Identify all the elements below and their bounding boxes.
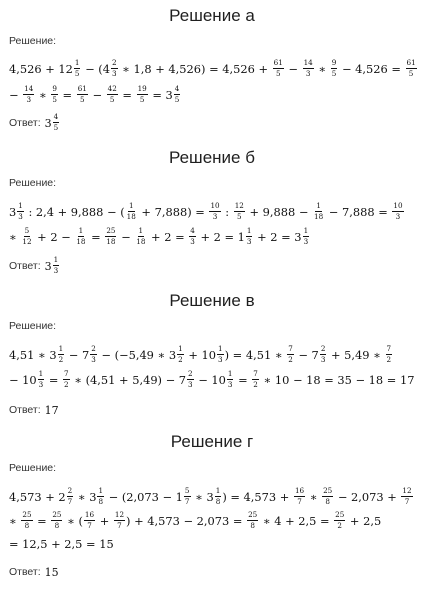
fraction-numerator: 1: [138, 226, 144, 236]
fraction: [77, 85, 88, 102]
fraction-numerator: 25: [248, 510, 258, 520]
math-text: =: [58, 88, 76, 102]
math-text: 15: [44, 565, 59, 579]
fraction-denominator: 7: [297, 496, 302, 506]
math-line-g-2: [9, 510, 415, 532]
fraction-numerator: 4: [190, 226, 195, 236]
math-text: −: [284, 62, 302, 76]
fraction-denominator: 5: [236, 211, 242, 221]
answer-g: [9, 562, 59, 582]
fraction: [234, 202, 245, 219]
fraction-denominator: 5: [275, 68, 281, 78]
fraction-numerator: 61: [77, 84, 87, 94]
fraction: [137, 85, 148, 102]
fraction: [111, 59, 118, 76]
section-heading-g: Решение г: [170, 432, 254, 451]
fraction: [105, 227, 116, 244]
math-line-g-3: [9, 533, 415, 555]
math-text: + 2 = 1: [196, 230, 245, 244]
fraction-numerator: 61: [273, 58, 283, 68]
fraction-numerator: 42: [107, 84, 117, 94]
math-text: ∗: [9, 230, 21, 244]
math-text: − 7: [65, 348, 90, 362]
fraction-numerator: 7: [288, 344, 293, 354]
fraction: [38, 370, 45, 387]
fraction: [17, 202, 24, 219]
math-text: =: [33, 514, 51, 528]
section-heading-b: Решение б: [169, 148, 255, 167]
fraction: [303, 227, 310, 244]
fraction-numerator: 1: [316, 201, 321, 211]
fraction-denominator: 3: [91, 354, 96, 364]
math-text: =: [234, 373, 252, 387]
fraction-numerator: 14: [24, 84, 34, 94]
fraction-denominator: 18: [314, 211, 324, 221]
fraction: [53, 113, 60, 130]
math-text: 3: [9, 205, 17, 219]
fraction: [227, 370, 234, 387]
math-text: − 10: [9, 373, 37, 387]
fraction-numerator: 1: [178, 344, 183, 354]
fraction-denominator: 2: [253, 379, 258, 389]
fraction-denominator: 5: [53, 122, 59, 132]
fraction-numerator: 5: [184, 486, 190, 496]
fraction: [174, 85, 181, 102]
solution-label-v: Решение:: [9, 320, 57, 332]
answer-label-a: Ответ:: [9, 117, 41, 129]
fraction-denominator: 5: [79, 94, 85, 104]
fraction-denominator: 18: [106, 236, 116, 246]
fraction-numerator: 19: [137, 84, 147, 94]
answer-v: [9, 400, 59, 420]
fraction-numerator: 1: [58, 344, 64, 354]
math-text: ) = 4,51 ∗: [224, 348, 287, 362]
fraction-numerator: 16: [84, 510, 95, 520]
fraction-numerator: 1: [78, 226, 84, 236]
fraction-denominator: 5: [109, 94, 115, 104]
fraction-numerator: 1: [215, 486, 221, 496]
fraction-denominator: 7: [117, 520, 122, 530]
fraction-denominator: 5: [174, 94, 180, 104]
math-text: 3: [44, 116, 52, 130]
math-text: −: [9, 88, 23, 102]
fraction-numerator: 12: [234, 201, 244, 211]
solution-label-b: Решение:: [9, 177, 57, 189]
fraction: [320, 345, 327, 362]
fraction-denominator: 3: [111, 68, 117, 78]
math-text: + 2 −: [33, 230, 75, 244]
fraction-denominator: 3: [227, 379, 233, 389]
fraction-numerator: 2: [67, 486, 73, 496]
fraction-denominator: 3: [305, 68, 311, 78]
fraction: [252, 370, 259, 387]
fraction-numerator: 7: [386, 344, 392, 354]
math-line-b-2: [9, 226, 415, 248]
fraction-numerator: 12: [114, 510, 125, 520]
fraction-numerator: 1: [218, 344, 223, 354]
fraction-denominator: 2: [337, 520, 342, 530]
math-text: 3: [44, 259, 52, 273]
fraction-denominator: 2: [178, 354, 183, 364]
fraction: [107, 85, 118, 102]
answer-value-g: [45, 566, 59, 579]
fraction-denominator: 8: [250, 520, 255, 530]
section-heading-v: Решение в: [169, 291, 255, 310]
math-line-a-1: [9, 58, 415, 80]
fraction: [21, 227, 32, 244]
answer-a: [9, 113, 60, 133]
fraction-numerator: 25: [106, 226, 116, 236]
fraction: [135, 227, 146, 244]
math-text: ∗: [9, 514, 21, 528]
fraction: [21, 511, 32, 528]
fraction-numerator: 9: [52, 84, 57, 94]
fraction: [217, 345, 224, 362]
math-line-g-1: [9, 486, 415, 508]
math-text: ∗ 4 + 2,5 =: [259, 514, 334, 528]
fraction-denominator: 2: [288, 354, 293, 364]
math-line-b-1: [9, 201, 415, 223]
fraction-denominator: 3: [320, 354, 326, 364]
math-text: − 10: [194, 373, 226, 387]
fraction-denominator: 3: [188, 379, 193, 389]
math-text: ∗: [314, 62, 330, 76]
fraction: [75, 227, 86, 244]
fraction-numerator: 1: [128, 201, 134, 211]
solution-label-g: Решение:: [9, 462, 57, 474]
fraction-denominator: 12: [22, 236, 32, 246]
fraction: [74, 59, 81, 76]
math-text: ) + 4,573 − 2,073 =: [126, 514, 247, 528]
fraction: [177, 345, 184, 362]
fraction-denominator: 5: [331, 68, 337, 78]
fraction: [392, 202, 403, 219]
answer-label-v: Ответ:: [9, 404, 41, 416]
fraction-numerator: 4: [174, 84, 180, 94]
fraction-denominator: 5: [408, 68, 414, 78]
fraction: [114, 511, 125, 528]
math-text: : 2,4 + 9,888 − (: [24, 205, 125, 219]
fraction-denominator: 8: [98, 496, 104, 506]
fraction-denominator: 18: [76, 236, 86, 246]
math-text: ∗: [306, 490, 322, 504]
answer-label-b: Ответ:: [9, 260, 41, 272]
math-text: −: [117, 230, 135, 244]
math-text: =: [45, 373, 63, 387]
math-text: +: [96, 514, 113, 528]
fraction: [303, 59, 314, 76]
fraction: [90, 345, 97, 362]
fraction: [97, 487, 104, 504]
math-text: + 9,888 −: [245, 205, 313, 219]
fraction: [84, 511, 95, 528]
fraction: [126, 202, 137, 219]
fraction-denominator: 3: [190, 236, 195, 246]
fraction: [287, 345, 294, 362]
fraction-denominator: 18: [126, 211, 136, 221]
fraction: [58, 345, 65, 362]
fraction-numerator: 25: [323, 486, 333, 496]
fraction-denominator: 3: [212, 211, 218, 221]
fraction-numerator: 9: [331, 58, 337, 68]
math-text: − (2,073 − 1: [105, 490, 183, 504]
fraction-numerator: 4: [53, 112, 59, 122]
fraction-numerator: 7: [253, 369, 258, 379]
fraction: [187, 370, 194, 387]
math-line-a-2: [9, 84, 415, 106]
math-text: − 7,888 =: [325, 205, 392, 219]
fraction-denominator: 3: [303, 236, 309, 246]
fraction-numerator: 25: [52, 510, 62, 520]
fraction-numerator: 1: [246, 226, 252, 236]
fraction: [246, 227, 253, 244]
fraction-numerator: 5: [24, 226, 30, 236]
math-text: 4,526 + 12: [9, 62, 73, 76]
fraction: [189, 227, 196, 244]
fraction-denominator: 3: [38, 379, 44, 389]
fraction-denominator: 3: [26, 94, 32, 104]
fraction: [67, 487, 74, 504]
fraction: [401, 487, 412, 504]
fraction: [51, 511, 62, 528]
fraction-numerator: 14: [303, 58, 313, 68]
math-text: =: [87, 230, 105, 244]
fraction: [322, 487, 333, 504]
section-heading-a: Решение а: [169, 6, 255, 25]
fraction: [331, 59, 338, 76]
fraction-numerator: 2: [91, 344, 96, 354]
fraction-numerator: 1: [18, 201, 23, 211]
fraction-denominator: 5: [52, 94, 57, 104]
fraction-denominator: 5: [74, 68, 80, 78]
fraction-denominator: 8: [325, 496, 330, 506]
fraction: [406, 59, 417, 76]
fraction-numerator: 10: [210, 201, 220, 211]
math-text: :: [221, 205, 233, 219]
answer-b: [9, 256, 60, 276]
math-text: ∗ 1,8 + 4,526) = 4,526 +: [118, 62, 272, 76]
math-text: ) = 4,573 +: [222, 490, 293, 504]
fraction-denominator: 7: [67, 496, 73, 506]
fraction-denominator: 8: [215, 496, 221, 506]
fraction: [53, 256, 60, 273]
fraction: [334, 511, 345, 528]
math-text: − (−5,49 ∗ 3: [97, 348, 177, 362]
fraction: [23, 85, 34, 102]
fraction-numerator: 7: [64, 369, 69, 379]
fraction-denominator: 2: [64, 379, 69, 389]
fraction-numerator: 1: [74, 58, 80, 68]
answer-value-b: [45, 257, 61, 274]
math-text: + 2 =: [147, 230, 189, 244]
answer-value-v: [45, 404, 59, 417]
fraction: [184, 487, 191, 504]
fraction-numerator: 61: [406, 58, 416, 68]
math-text: 4,51 ∗ 3: [9, 348, 57, 362]
fraction-numerator: 10: [393, 201, 403, 211]
fraction-numerator: 1: [98, 486, 104, 496]
fraction-denominator: 3: [395, 211, 401, 221]
fraction-numerator: 1: [53, 255, 59, 265]
math-text: = 3: [148, 88, 173, 102]
math-text: + 2,5: [346, 514, 382, 528]
fraction: [247, 511, 258, 528]
fraction-numerator: 1: [38, 369, 44, 379]
fraction-numerator: 2: [320, 344, 326, 354]
math-text: = 12,5 + 2,5 = 15: [9, 537, 114, 551]
fraction: [294, 487, 305, 504]
fraction-numerator: 1: [227, 369, 233, 379]
math-text: ∗ (: [63, 514, 83, 528]
math-text: −: [88, 88, 106, 102]
solution-label-a: Решение:: [9, 35, 57, 47]
fraction-denominator: 5: [139, 94, 145, 104]
fraction: [209, 202, 220, 219]
fraction-numerator: 25: [22, 510, 32, 520]
math-line-v-1: [9, 344, 415, 366]
fraction: [386, 345, 393, 362]
math-text: + 5,49 ∗: [327, 348, 385, 362]
fraction-denominator: 2: [386, 354, 392, 364]
math-text: ∗ 3: [191, 490, 214, 504]
fraction: [313, 202, 324, 219]
fraction-denominator: 8: [54, 520, 60, 530]
fraction-numerator: 25: [335, 510, 345, 520]
math-text: =: [118, 88, 136, 102]
fraction: [273, 59, 284, 76]
math-text: − 4,526 =: [338, 62, 405, 76]
math-text: 4,573 + 2: [9, 490, 66, 504]
fraction-numerator: 1: [303, 226, 309, 236]
fraction: [215, 487, 222, 504]
math-text: 17: [44, 403, 59, 417]
math-line-v-2: [9, 369, 415, 391]
fraction-numerator: 12: [402, 486, 412, 496]
math-text: ∗: [35, 88, 51, 102]
math-text: ∗ (4,51 + 5,49) − 7: [70, 373, 187, 387]
fraction: [63, 370, 70, 387]
fraction-denominator: 3: [246, 236, 252, 246]
math-text: + 7,888) =: [137, 205, 209, 219]
fraction-denominator: 8: [24, 520, 30, 530]
fraction-denominator: 7: [87, 520, 92, 530]
fraction-denominator: 3: [18, 211, 23, 221]
math-text: − 2,073 +: [334, 490, 401, 504]
fraction-numerator: 2: [188, 369, 193, 379]
math-text: − (4: [81, 62, 110, 76]
fraction-denominator: 7: [404, 496, 410, 506]
answer-label-g: Ответ:: [9, 566, 41, 578]
fraction-denominator: 7: [184, 496, 190, 506]
fraction-numerator: 16: [294, 486, 305, 496]
fraction: [51, 85, 58, 102]
fraction-denominator: 18: [136, 236, 146, 246]
math-text: ∗ 10 − 18 = 35 − 18 = 17: [259, 373, 415, 387]
fraction-denominator: 2: [58, 354, 64, 364]
fraction-numerator: 2: [111, 58, 117, 68]
answer-value-a: [45, 114, 61, 131]
math-text: + 10: [184, 348, 217, 362]
math-text: + 2 = 3: [253, 230, 302, 244]
fraction-denominator: 3: [218, 354, 223, 364]
math-text: − 7: [294, 348, 319, 362]
math-text: ∗ 3: [74, 490, 97, 504]
fraction-denominator: 3: [53, 265, 59, 275]
